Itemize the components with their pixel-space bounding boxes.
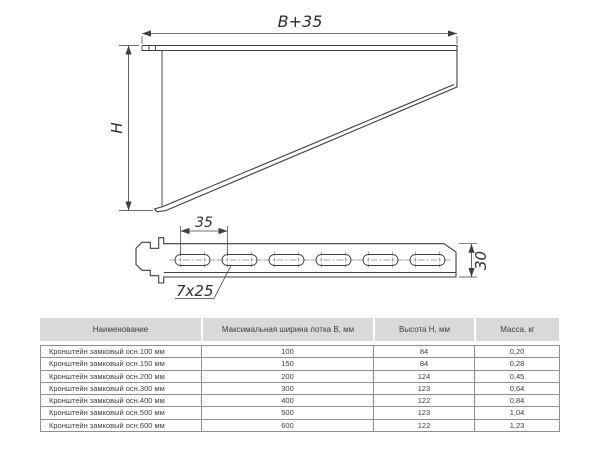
slot-row [170, 252, 451, 269]
height-cell: 123 [374, 407, 475, 419]
dim-strip-height-label: 30 [472, 250, 490, 271]
spec-table-header [40, 318, 559, 341]
dim-slot-pitch [181, 215, 228, 256]
table-row [41, 395, 560, 407]
product-name-cell: Кронштейн замковый осн.200 мм [41, 370, 202, 382]
height-cell: 124 [374, 370, 475, 382]
table-row [41, 346, 560, 358]
dim-strip-height [459, 244, 490, 277]
spec-table-body [41, 346, 560, 432]
product-name-cell: Кронштейн замковый осн.600 мм [41, 419, 202, 431]
mass-cell: 0,45 [475, 370, 560, 382]
product-name-cell: Кронштейн замковый осн.300 мм [41, 382, 202, 394]
width-cell: 100 [202, 346, 374, 358]
spec-table [40, 318, 559, 432]
header-mass: Масса, кг [474, 318, 559, 341]
product-name-cell: Кронштейн замковый осн.400 мм [41, 395, 202, 407]
mass-cell: 1,23 [475, 419, 560, 431]
header-name: Наименование [92, 325, 149, 334]
slot-size-label: 7x25 [176, 282, 214, 300]
slot-size-callout [175, 266, 231, 301]
width-cell: 400 [202, 395, 374, 407]
dim-width-b35 [142, 12, 457, 44]
table-row [41, 419, 560, 431]
dim-height-h [108, 46, 153, 211]
product-name-cell: Кронштейн замковый осн.500 мм [41, 407, 202, 419]
width-cell: 150 [202, 358, 374, 370]
spec-table-body-table [40, 345, 560, 432]
table-row [41, 370, 560, 382]
height-cell: 84 [374, 358, 475, 370]
mass-cell: 0,20 [475, 346, 560, 358]
product-name-cell: Кронштейн замковый осн.150 мм [41, 358, 202, 370]
width-cell: 600 [202, 419, 374, 431]
mass-cell: 0,84 [475, 395, 560, 407]
mass-cell: 0,28 [475, 358, 560, 370]
table-row [41, 407, 560, 419]
height-cell: 84 [374, 346, 475, 358]
width-cell: 300 [202, 382, 374, 394]
dim-width-label: B+35 [277, 12, 323, 31]
mass-cell: 0,64 [475, 382, 560, 394]
dim-pitch-label: 35 [195, 215, 213, 231]
height-cell: 123 [374, 382, 475, 394]
table-row [41, 358, 560, 370]
mass-cell: 1,04 [475, 407, 560, 419]
height-cell: 122 [374, 419, 475, 431]
side-view [108, 12, 457, 212]
height-cell: 122 [374, 395, 475, 407]
width-cell: 200 [202, 370, 374, 382]
dim-height-label: H [108, 122, 126, 134]
header-height: Высота Н, мм [373, 318, 474, 341]
width-cell: 500 [202, 407, 374, 419]
header-max-width: Максимальная ширина лотка В, мм [201, 318, 373, 341]
table-row [41, 382, 560, 394]
product-name-cell: Кронштейн замковый осн.100 мм [41, 346, 202, 358]
side-profile-outline [142, 46, 457, 212]
plan-view [136, 215, 490, 300]
